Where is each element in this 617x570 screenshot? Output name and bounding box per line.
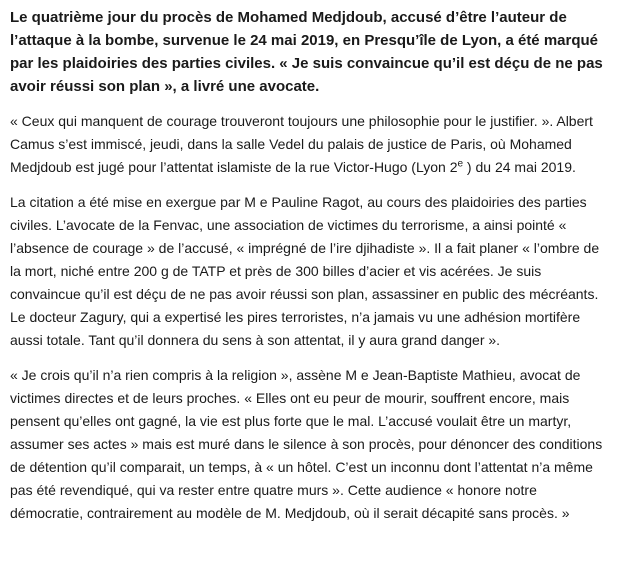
article-lead: Le quatrième jour du procès de Mohamed Medjdoub, accusé d’être l’auteur de l’attaque à la bombe, survenue le 24 mai 2019, en Presqu’île de Lyon, a été marqué par les plaidoiries des parties civiles. « Je suis convaincue qu’il est déçu de ne pas avoir réussi son plan », a livré une avocate.	[10, 9, 603, 95]
paragraph-mathieu-plea: « Je crois qu’il n’a rien compris à la religion », assène M e Jean-Baptiste Mathieu, avocat de victimes directes et de leurs proches. « Elles ont eu peur de mourir, souffrent encore, mais pensent qu’elles ont gagné, la vie est plus forte que le mal. L’accusé voulait être un martyr, assumer ses actes » mais est muré dans le silence à son procès, pour dénoncer des conditions de détention qu’il comparait, un temps, à « un hôtel. C’est un inconnu dont l’attentat n’a même pas été revendiqué, qui va rester entre quatre murs ». Cette audience « honore notre démocratie, contrairement au modèle de M. Medjdoub, où il serait décapité sans procès. »	[10, 367, 603, 521]
paragraph-camus-quote	[10, 110, 607, 179]
paragraph-text: « Ceux qui manquent de courage trouveront toujours une philosophie pour le justifier. ». Albert Camus s’est immiscé, jeudi, dans la salle Vedel du palais de justice de Paris, où Mohamed Medjdoub est jugé pour l’attentat islamiste de la rue Victor-Hugo (Lyon 2	[10, 113, 593, 175]
superscript: e	[457, 158, 464, 170]
paragraph-text-end: ) du 24 mai 2019.	[463, 159, 576, 175]
paragraph-ragot-plea: La citation a été mise en exergue par M e Pauline Ragot, au cours des plaidoiries des parties civiles. L’avocate de la Fenvac, une association de victimes du terrorisme, a ainsi pointé « l’absence de courage » de l’accusé, « imprégné de l’ire djihadiste ». Il a fait planer « l’ombre de la mort, niché entre 200 g de TATP et près de 300 billes d’acier et vis acérées. Je suis convaincue qu’il est déçu de ne pas avoir réussi son plan, assassiner en public des mécréants. Le docteur Zagury, qui a expertisé les pires terroristes, n’a jamais vu une adhésion mortifère aussi totale. Tant qu’il donnera du sens à son attentat, il y aura grand danger ».	[10, 194, 600, 348]
